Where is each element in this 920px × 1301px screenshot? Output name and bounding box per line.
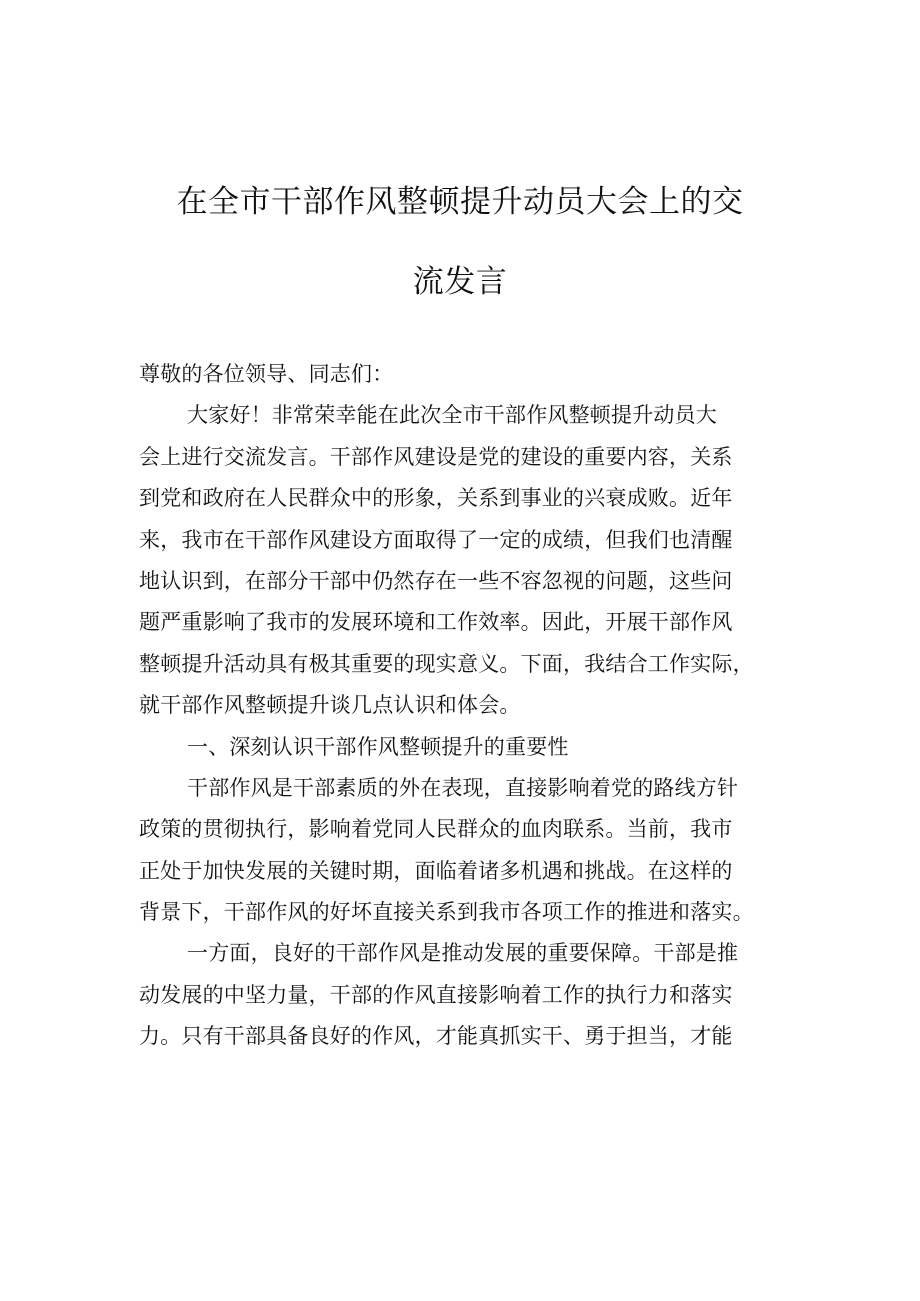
- paragraph-line: 力。只有干部具备良好的作风，才能真抓实干、勇于担当，才能: [139, 1024, 733, 1049]
- salutation: 尊敬的各位领导、同志们：: [139, 362, 394, 386]
- paragraph-line: 题严重影响了我市的发展环境和工作效率。因此，开展干部作风: [139, 610, 733, 635]
- section-paragraph: [139, 933, 789, 1057]
- section-paragraph: [139, 768, 789, 934]
- paragraph-line: 背景下，干部作风的好坏直接关系到我市各项工作的推进和落实。: [139, 900, 754, 925]
- paragraph-line: 整顿提升活动具有极其重要的现实意义。下面，我结合工作实际，: [139, 651, 754, 676]
- document-body: [139, 354, 789, 1058]
- paragraph-line: 就干部作风整顿提升谈几点认识和体会。: [139, 693, 521, 718]
- paragraph-line: 动发展的中坚力量，干部的作风直接影响着工作的执行力和落实: [139, 982, 733, 1007]
- paragraph-line: 会上进行交流发言。干部作风建设是党的建设的重要内容，关系: [139, 444, 733, 469]
- intro-paragraph: [139, 395, 789, 726]
- document-title-line-1: 在全市干部作风整顿提升动员大会上的交: [176, 184, 744, 220]
- document-title-line-2: 流发言: [412, 264, 508, 300]
- section-heading: 一、深刻认识干部作风整顿提升的重要性: [187, 734, 569, 759]
- paragraph-line: 到党和政府在人民群众中的形象，关系到事业的兴衰成败。近年: [139, 486, 733, 511]
- paragraph-line: 正处于加快发展的关键时期，面临着诸多机遇和挑战。在这样的: [139, 858, 733, 883]
- paragraph-line: 干部作风是干部素质的外在表现，直接影响着党的路线方针: [187, 775, 739, 800]
- paragraph-line: 大家好！非常荣幸能在此次全市干部作风整顿提升动员大: [187, 403, 717, 428]
- paragraph-line: 一方面，良好的干部作风是推动发展的重要保障。干部是推: [187, 941, 739, 966]
- paragraph-line: 政策的贯彻执行，影响着党同人民群众的血肉联系。当前，我市: [139, 817, 733, 842]
- paragraph-line: 来，我市在干部作风建设方面取得了一定的成绩，但我们也清醒: [139, 527, 733, 552]
- paragraph-line: 地认识到，在部分干部中仍然存在一些不容忽视的问题，这些问: [139, 568, 733, 593]
